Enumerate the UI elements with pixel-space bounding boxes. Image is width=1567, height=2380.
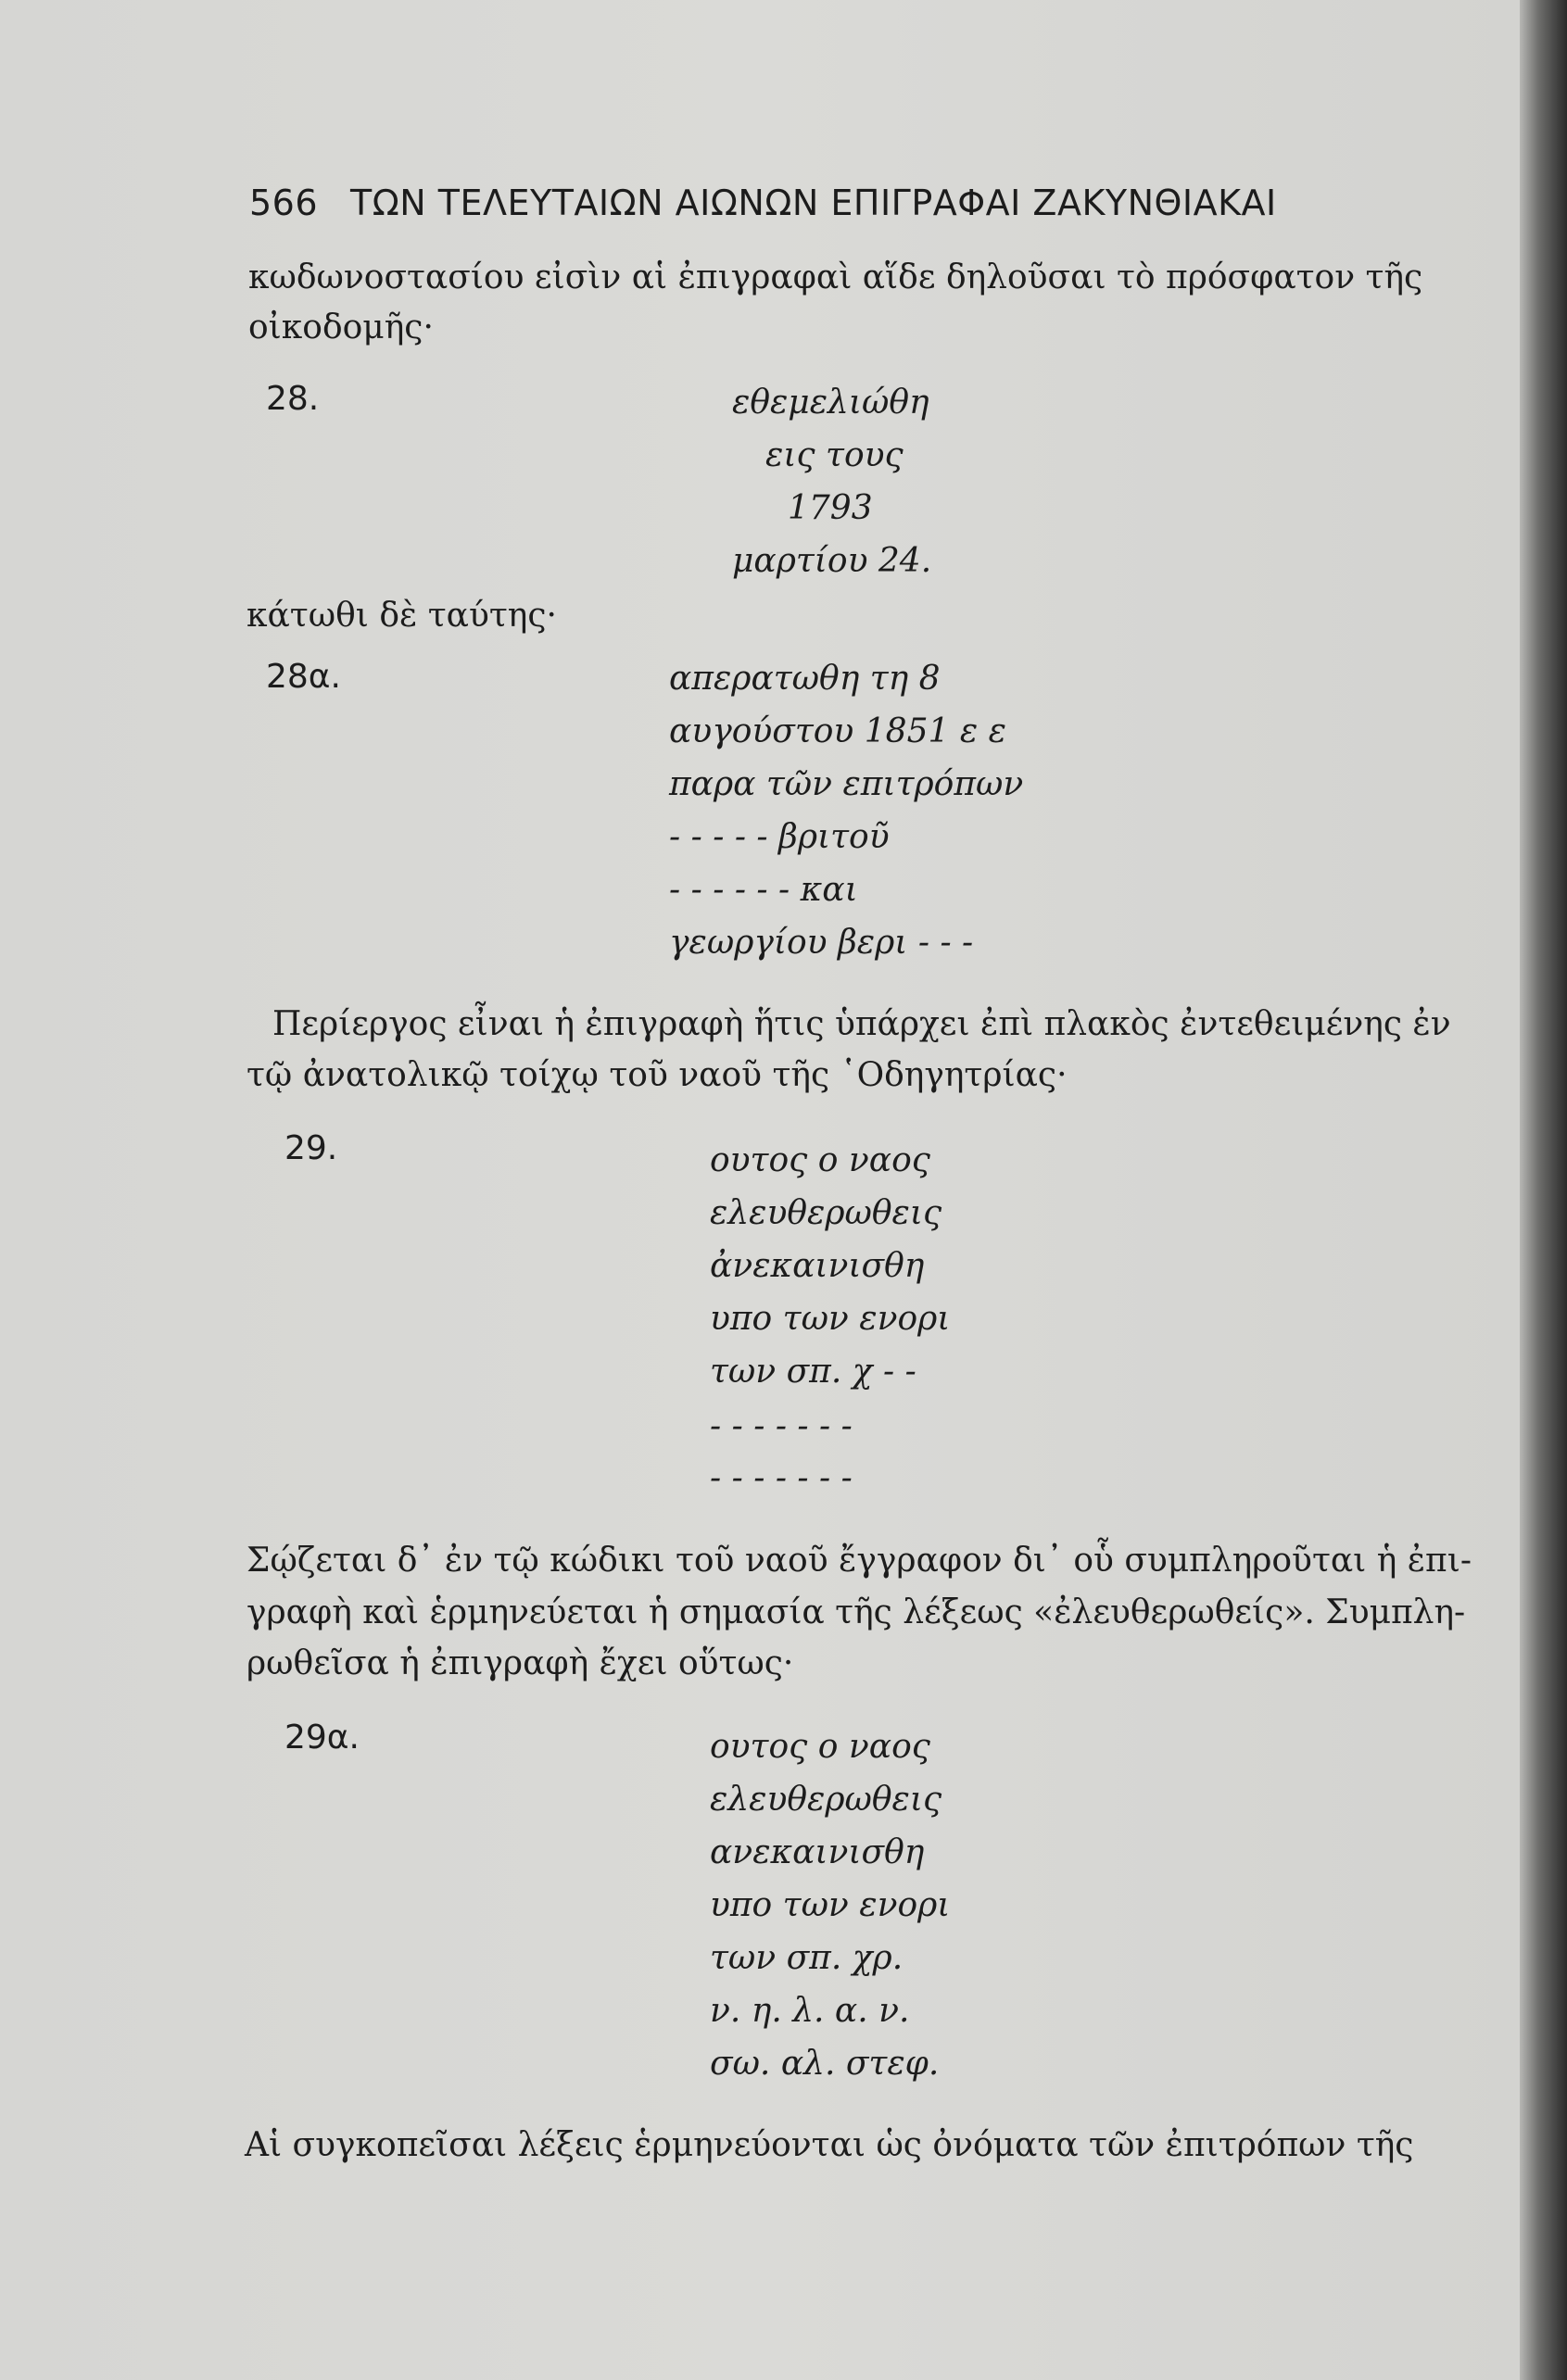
intro-line-1: κωδωνοστασίου εἰσὶν αἱ ἐπιγραφαὶ αἵδε δηλοῦσαι τὸ πρόσφατον τῆς bbox=[248, 258, 1423, 296]
inscription-line: εθεμελιώθη bbox=[732, 384, 929, 422]
inscription-line: - - - - - - και bbox=[669, 871, 858, 909]
inscription-line: των σπ. χρ. bbox=[710, 1939, 904, 1977]
paragraph-line: ρωθεῖσα ἡ ἐπιγραφὴ ἔχει οὕτως· bbox=[246, 1644, 794, 1682]
paragraph-line: Σῴζεται δ᾿ ἐν τῷ κώδικι τοῦ ναοῦ ἔγγραφον δι᾿ οὗ συμπληροῦται ἡ ἐπι- bbox=[246, 1542, 1472, 1580]
paragraph-line: Περίεργος εἶναι ἡ ἐπιγραφὴ ἥτις ὑπάρχει ἐπὶ πλακὸς ἐντεθειμένης ἐν bbox=[272, 1005, 1451, 1043]
inscription-line: - - - - - - - bbox=[710, 1407, 853, 1445]
inscription-line: μαρτίου 24. bbox=[732, 542, 932, 580]
inscription-line: - - - - - - - bbox=[710, 1459, 853, 1497]
inscription-number: 28. bbox=[266, 380, 320, 418]
inscription-line: των σπ. χ - - bbox=[710, 1353, 916, 1391]
inscription-line: απερατωθη τη 8 bbox=[669, 660, 941, 698]
inscription-line: - - - - - βριτοῦ bbox=[669, 818, 890, 856]
inscription-line: ἀνεκαινισθη bbox=[710, 1247, 925, 1285]
inscription-line: ελευθερωθεις bbox=[710, 1781, 942, 1819]
inscription-line: υπο των ενορι bbox=[710, 1300, 951, 1338]
inscription-line: παρα τῶν επιτρόπων bbox=[669, 765, 1024, 803]
inscription-number: 29α. bbox=[284, 1719, 360, 1757]
inscription-line: αυγούστου 1851 ε ε bbox=[669, 712, 1006, 750]
inscription-line: ανεκαινισθη bbox=[710, 1833, 925, 1871]
paragraph-line: γραφὴ καὶ ἑρμηνεύεται ἡ σημασία τῆς λέξεως «ἐλευθερωθείς». Συμπλη- bbox=[246, 1593, 1466, 1631]
inscription-number: 29. bbox=[284, 1129, 338, 1167]
inscription-line: ν. η. λ. α. ν. bbox=[710, 1992, 910, 2030]
paragraph-line: τῷ ἀνατολικῷ τοίχῳ τοῦ ναοῦ τῆς ῾Οδηγητρίας· bbox=[246, 1056, 1068, 1094]
inscription-line: γεωργίου βερι - - - bbox=[669, 924, 974, 962]
inscription-line: 1793 bbox=[788, 489, 873, 527]
paragraph-line: Αἱ συγκοπεῖσαι λέξεις ἑρμηνεύονται ὡς ὀνόματα τῶν ἐπιτρόπων τῆς bbox=[245, 2126, 1414, 2164]
note-line: κάτωθι δὲ ταύτης· bbox=[246, 597, 557, 635]
page-number: 566 bbox=[249, 183, 319, 223]
intro-line-2: οἰκοδομῆς· bbox=[248, 309, 434, 346]
inscription-line: ουτος ο ναος bbox=[710, 1728, 930, 1766]
inscription-line: ελευθερωθεις bbox=[710, 1194, 942, 1232]
inscription-line: εις τους bbox=[765, 436, 904, 474]
inscription-line: σω. αλ. στεφ. bbox=[710, 2045, 940, 2083]
book-spine-shadow bbox=[1520, 0, 1567, 2380]
inscription-line: ουτος ο ναος bbox=[710, 1141, 930, 1179]
inscription-number: 28α. bbox=[266, 658, 341, 696]
inscription-line: υπο των ενορι bbox=[710, 1886, 951, 1924]
running-title: ΤΩΝ ΤΕΛΕΥΤΑΙΩΝ ΑΙΩΝΩΝ ΕΠΙΓΡΑΦΑΙ ΖΑΚΥΝΘΙΑΚΑΙ bbox=[350, 183, 1277, 223]
